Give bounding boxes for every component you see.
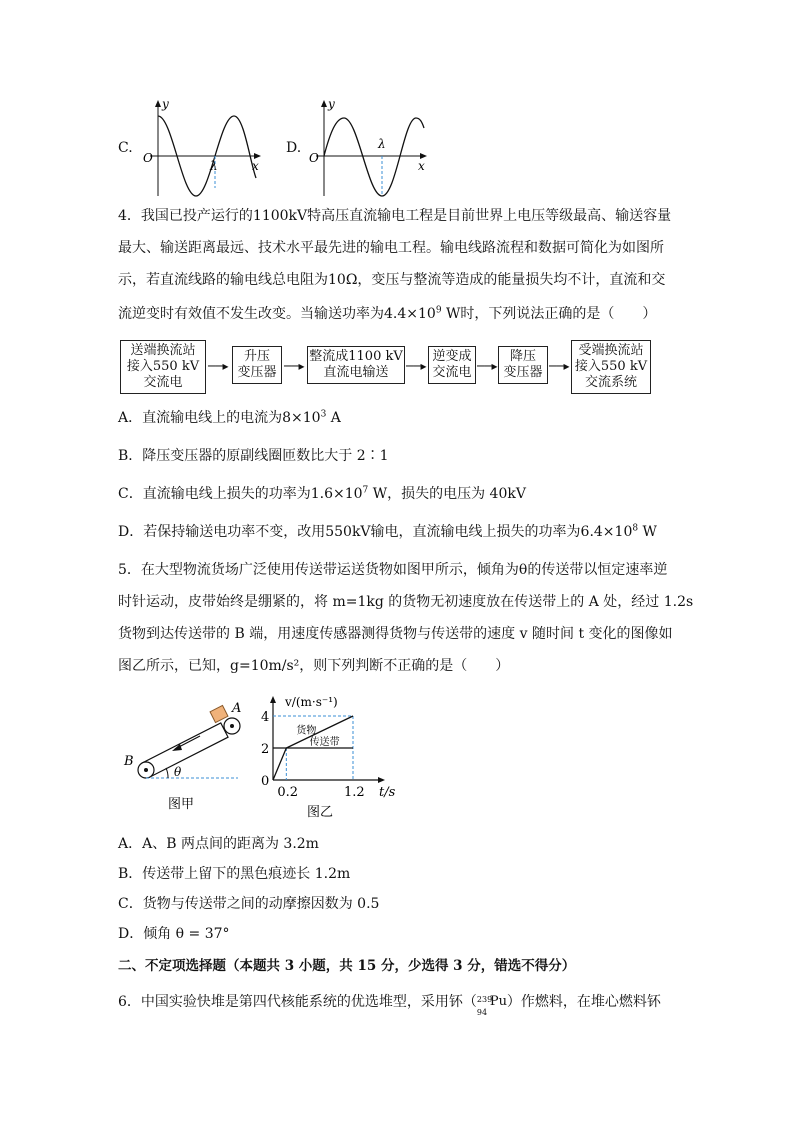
q4-option-b: B．降压变压器的原副线圈匝数比大于 2∶1 — [118, 448, 389, 464]
option-c-wave-graph — [140, 98, 265, 198]
y-tick-label: 4 — [261, 710, 270, 725]
q4-line-2: 最大、输送距离最远、技术水平最先进的输电工程。输电线路流程和数据可简化为如图所 — [118, 240, 664, 256]
option-c-origin-label: O — [143, 151, 153, 165]
velocity-time-chart — [255, 688, 395, 818]
option-d-lambda-label: λ — [378, 137, 386, 151]
q4-line-4-post: W时，下列说法正确的是（ ） — [441, 306, 657, 322]
flow-arrow-icon: ──▸ — [549, 359, 570, 373]
label-theta: θ — [174, 765, 182, 779]
flow-box-inverter: 逆变成 交流电 — [428, 346, 476, 384]
conveyor-belt-figure — [120, 700, 250, 815]
y-tick-label: 2 — [261, 742, 270, 757]
q5-option-a: A．A、B 两点间的距离为 3.2m — [118, 836, 319, 852]
q5-option-b: B．传送带上留下的黑色痕迹长 1.2m — [118, 866, 351, 882]
option-c — [118, 98, 268, 198]
x-axis-arrow-icon — [378, 777, 385, 783]
q4-option-c: C．直流输电线上损失的功率为$1.6\times 10^7$ W，损失的电压为 40kV — [118, 485, 526, 502]
option-d-origin-label: O — [309, 151, 319, 165]
y-axis-arrow-icon — [270, 696, 276, 703]
q5-line-2: 时针运动，皮带始终是绷紧的，将 m=1kg 的货物无初速度放在传送带上的 A 处，经过 1.2s — [118, 594, 694, 610]
q5-line-4: 图乙所示，已知，g=10m/s²，则下列判断不正确的是（ ） — [118, 658, 510, 674]
q4-line-1: 4．我国已投产运行的1100kV特高压直流输电工程是目前世界上电压等级最高、输送容量 — [118, 208, 672, 224]
option-d-x-label: x — [418, 159, 425, 173]
x-tick-label: 1.2 — [344, 785, 365, 800]
cargo-box — [210, 705, 228, 722]
q4-line-4 — [118, 304, 656, 324]
q4-power-exponent: 9 — [435, 305, 442, 316]
flow-arrow-icon: ──▸ — [284, 359, 305, 373]
series-label-cargo: 货物 — [296, 725, 317, 737]
option-c-x-label: x — [252, 159, 259, 173]
label-b: B — [124, 754, 134, 769]
option-d-y-label: y — [328, 98, 335, 111]
flow-arrow-icon: ──▸ — [406, 359, 427, 373]
option-d-wave-graph — [306, 98, 431, 198]
q5-line-1: 5．在大型物流货场广泛使用传送带运送货物如图甲所示，倾角为θ的传送带以恒定速率逆 — [118, 562, 668, 578]
flow-box-sending-station: 送端换流站 接入550 kV 交流电 — [120, 340, 206, 394]
q4-line-4-pre: 流逆变时有效值不发生改变。当输送功率为 — [118, 306, 384, 322]
flow-arrow-icon: ──▸ — [208, 359, 229, 373]
flow-box-rectifier: 整流成1100 kV 直流电输送 — [307, 346, 405, 384]
x-tick-label: 0.2 — [277, 785, 299, 800]
option-d — [286, 98, 436, 198]
origin-label: 0 — [261, 774, 270, 789]
q5-option-d: D．倾角 θ = 37° — [118, 926, 230, 942]
q5-option-c: C．货物与传送带之间的动摩擦因数为 0.5 — [118, 896, 380, 912]
flow-box-receiving-station: 受端换流站 接入550 kV 交流系统 — [571, 340, 651, 394]
section-2-heading: 二、不定项选择题（本题共 3 小题，共 15 分，少选得 3 分，错选不得分） — [118, 958, 576, 974]
q4-power-value: 4.4×10 — [384, 306, 436, 322]
option-c-label: C. — [118, 140, 133, 156]
flow-box-step-up-transformer: 升压 变压器 — [232, 346, 282, 384]
x-axis-label: t/s — [379, 785, 395, 800]
q4-line-3: 示，若直流线路的输电线总电阻为10Ω，变压与整流等造成的能量损失均不计，直流和交 — [118, 272, 666, 288]
option-c-lambda-label: λ — [210, 159, 218, 173]
q5-line-3: 货物到达传送带的 B 端，用速度传感器测得货物与传送带的速度 v 随时间 t 变化的图像如 — [118, 626, 673, 642]
flow-box-step-down-transformer: 降压 变压器 — [498, 346, 548, 384]
fig2-caption: 图乙 — [307, 805, 334, 818]
flow-arrow-icon: ──▸ — [477, 359, 498, 373]
series-label-belt: 传送带 — [309, 736, 340, 748]
q4-option-a: A．直流输电线上的电流为$8\times 10^3$ A — [118, 409, 341, 426]
label-a: A — [232, 701, 242, 716]
y-axis-label: v/(m·s⁻¹) — [285, 695, 338, 709]
q4-option-d: D．若保持输送电功率不变，改用550kV输电，直流输电线上损失的功率为$6.4\times 10^8$ W — [118, 523, 657, 540]
isotope-notation: 239 94 Pu — [476, 994, 508, 1017]
option-d-label: D. — [286, 140, 302, 156]
q6-line-1: 6．中国实验快堆是第四代核能系统的优选堆型，采用钚（ 239 94 Pu ）作燃料，在堆心燃料钚 — [118, 994, 661, 1017]
option-c-y-label: y — [162, 98, 169, 111]
fig1-caption: 图甲 — [168, 797, 195, 812]
